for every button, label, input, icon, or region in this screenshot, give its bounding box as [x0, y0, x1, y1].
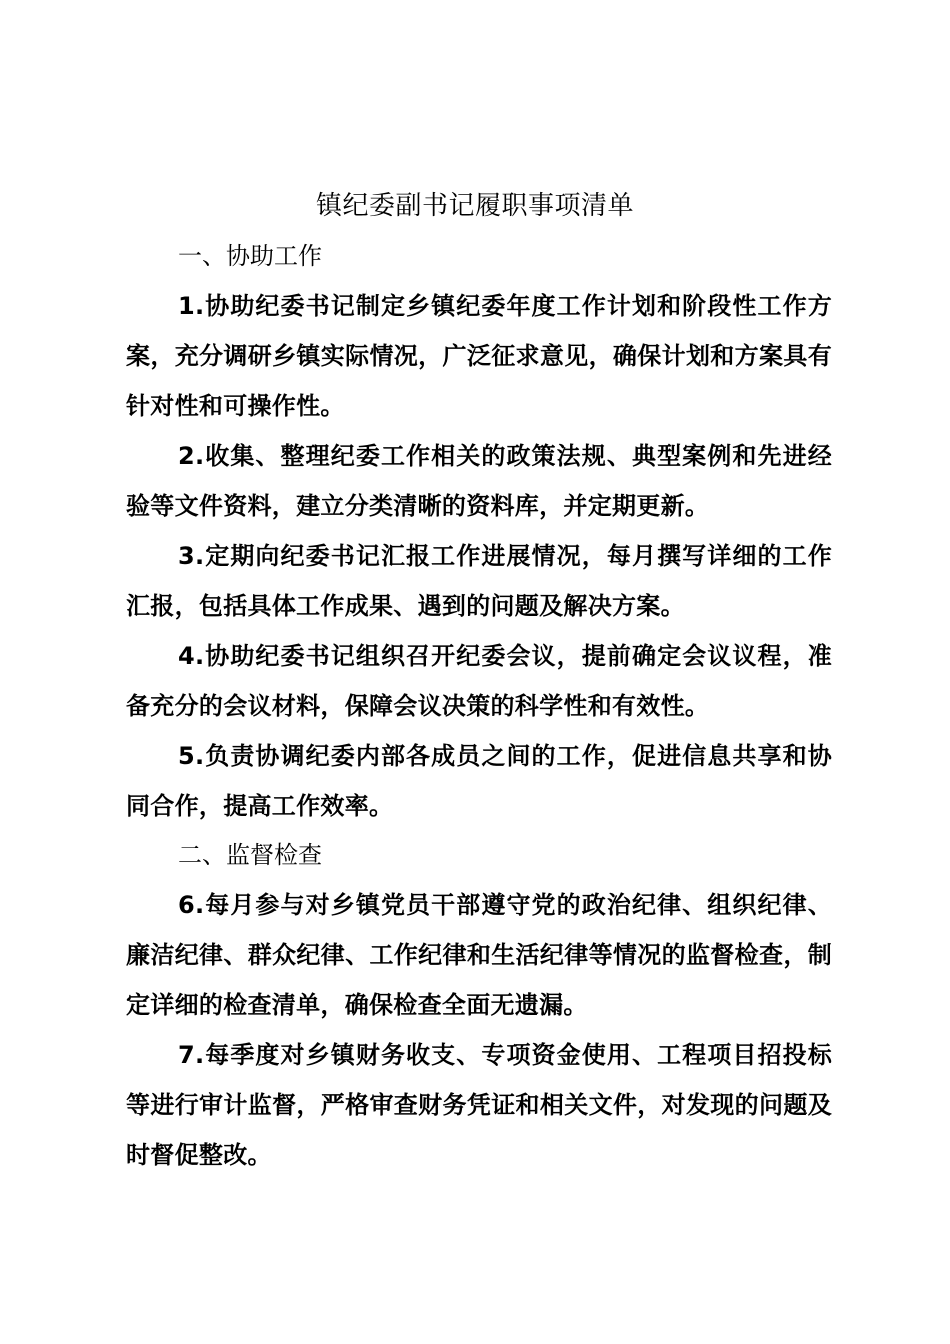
list-item-5: 5.负责协调纪委内部各成员之间的工作，促进信息共享和协同合作，提高工作效率。	[126, 742, 832, 820]
list-item-2: 2.收集、整理纪委工作相关的政策法规、典型案例和先进经验等文件资料，建立分类清晰的资料库，并定期更新。	[126, 442, 832, 520]
list-item-4: 4.协助纪委书记组织召开纪委会议，提前确定会议议程，准备充分的会议材料，保障会议决策的科学性和有效性。	[126, 642, 832, 720]
list-item-7: 7.每季度对乡镇财务收支、专项资金使用、工程项目招投标等进行审计监督，严格审查财务凭证和相关文件，对发现的问题及时督促整改。	[126, 1041, 832, 1169]
section-heading-assist: 一、协助工作	[178, 242, 322, 270]
section-heading-supervision: 二、监督检查	[178, 841, 322, 869]
list-item-1: 1.协助纪委书记制定乡镇纪委年度工作计划和阶段性工作方案，充分调研乡镇实际情况，广泛征求意见，确保计划和方案具有针对性和可操作性。	[126, 292, 832, 420]
document-title: 镇纪委副书记履职事项清单	[315, 191, 634, 221]
list-item-3: 3.定期向纪委书记汇报工作进展情况，每月撰写详细的工作汇报，包括具体工作成果、遇到的问题及解决方案。	[126, 542, 832, 620]
list-item-6: 6.每月参与对乡镇党员干部遵守党的政治纪律、组织纪律、廉洁纪律、群众纪律、工作纪律和生活纪律等情况的监督检查，制定详细的检查清单，确保检查全面无遗漏。	[126, 891, 832, 1019]
